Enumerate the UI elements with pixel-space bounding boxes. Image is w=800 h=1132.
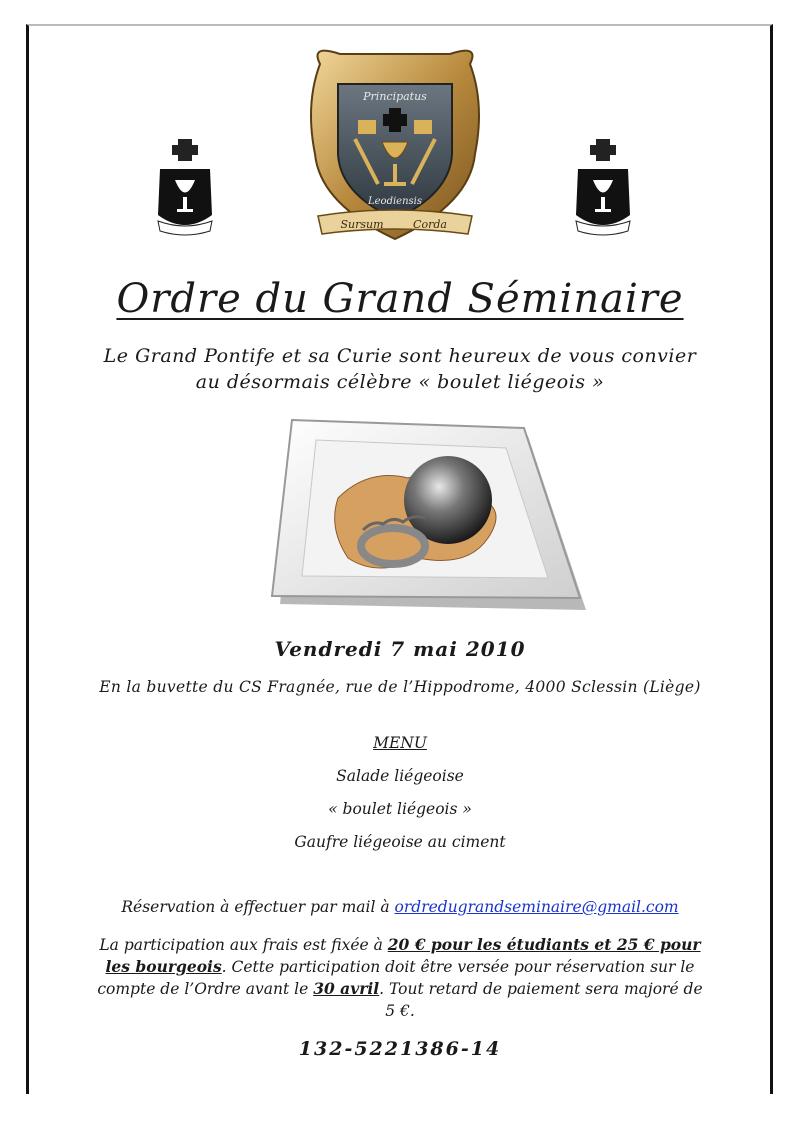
account-number: 132-5221386-14: [298, 1038, 502, 1060]
fees-deadline: 30 avril: [313, 979, 380, 998]
fees-paragraph: [90, 934, 710, 1022]
email-link[interactable]: ordredugrandseminaire@gmail.com: [394, 898, 679, 916]
menu-item: Gaufre liégeoise au ciment: [294, 833, 506, 851]
event-venue: En la buvette du CS Fragnée, rue de l’Hippodrome, 4000 Sclessin (Liège): [99, 678, 701, 696]
crest-banner-left: Sursum: [340, 218, 384, 231]
small-crest-icon-right: [568, 135, 638, 247]
menu-heading: MENU: [373, 734, 427, 752]
event-date: Vendredi 7 mai 2010: [274, 637, 526, 661]
boulet-plate-image: [268, 418, 590, 616]
crest-banner-right: Corda: [413, 218, 447, 231]
invitation-line-1: Le Grand Pontife et sa Curie sont heureux de vous convier: [103, 345, 697, 367]
small-crest-icon-left: [150, 135, 220, 247]
menu-item: « boulet liégeois »: [328, 800, 472, 818]
fees-middle: . Cette participation doit être versée pour réservation sur le compte de l’Ordre avant le: [97, 958, 695, 998]
fees-end: . Tout retard de paiement sera majoré de 5 €.: [379, 980, 703, 1020]
page-title-text: Ordre du Grand Séminaire: [116, 276, 684, 322]
crest-motto-top: Principatus: [363, 90, 427, 103]
invitation-text: [0, 343, 800, 395]
menu-item: Salade liégeoise: [336, 767, 464, 785]
crest-motto-bottom: Leodiensis: [368, 196, 422, 207]
fees-amounts: 20 € pour les étudiants et 25 € pour les bourgeois: [105, 935, 701, 976]
reservation-text: Réservation à effectuer par mail à: [121, 898, 395, 916]
page-title: [0, 276, 800, 322]
menu-section: [0, 734, 800, 866]
fees-intro: La participation aux frais est fixée à: [99, 936, 388, 954]
reservation-line: [0, 898, 800, 916]
invitation-line-2: au désormais célèbre « boulet liégeois »: [195, 371, 605, 393]
crest-logo: [300, 44, 490, 254]
